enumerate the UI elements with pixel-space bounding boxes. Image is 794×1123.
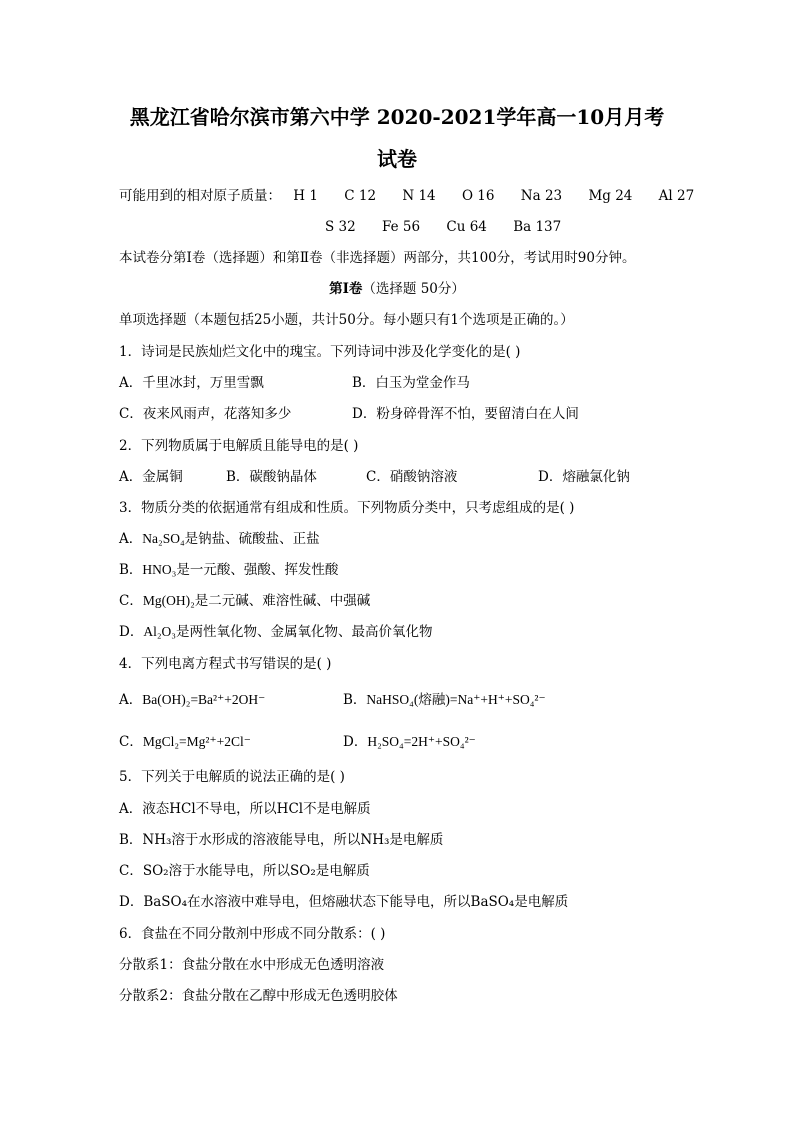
mass-item: C 12 [344,188,377,204]
mass-item: Cu 64 [446,219,487,235]
question-2-option-a: A．金属铜 [119,469,183,485]
option-label: A． [119,692,143,708]
mass-item: Al 27 [658,188,695,204]
exam-title-line1: 黑龙江省哈尔滨市第六中学 2020-2021学年高一10月月考 [129,105,665,129]
question-6-system-1: 分散系1：食盐分散在水中形成无色透明溶液 [119,957,385,973]
equation: Ba(OH)₂=Ba²⁺+2OH⁻ [142,692,266,707]
question-5-option-a: A．液态HCl不导电，所以HCl不是电解质 [119,801,371,817]
mass-item: Na 23 [520,188,563,204]
option-text: 是两性氧化物、金属氧化物、最高价氧化物 [176,624,433,640]
mass-item: H 1 [293,188,318,204]
equation: MgCl₂=Mg²⁺+2Cl⁻ [142,734,251,749]
mass-item: O 16 [461,188,495,204]
option-text: 是一元酸、强酸、挥发性酸 [176,562,339,578]
question-5-option-c: C．SO₂溶于水能导电，所以SO₂是电解质 [119,863,370,879]
question-4-option-c [119,732,251,752]
mass-item: N 14 [402,188,436,204]
question-2-option-b: B．碳酸钠晶体 [226,469,317,485]
option-text: 是二元碱、难溶性碱、中强碱 [194,593,371,609]
option-label: C． [119,734,143,750]
section-note: （选择题 50分） [362,281,465,297]
question-5-option-b: B．NH₃溶于水形成的溶液能导电，所以NH₃是电解质 [119,832,444,848]
question-2-option-c: C．硝酸钠溶液 [366,469,458,485]
exam-intro: 本试卷分第Ⅰ卷（选择题）和第Ⅱ卷（非选择题）两部分，共100分，考试用时90分钟。 [119,250,636,266]
atomic-masses-row1 [119,186,716,206]
exam-title-line2: 试卷 [377,147,417,171]
mass-item: Fe 56 [382,219,421,235]
question-1-option-d: D．粉身碎骨浑不怕，要留清白在人间 [352,406,579,422]
option-label: D． [343,734,368,750]
question-6-stem: 6．食盐在不同分散剂中形成不同分散系：( ) [119,926,386,942]
option-label: D． [119,624,144,640]
formula: Na₂SO₄ [142,531,185,546]
question-4-option-a [119,690,265,710]
atomic-masses-row2 [325,217,583,237]
equation: NaHSO₄(熔融)=Na⁺+H⁺+SO₄²⁻ [366,692,546,707]
formula: Al₂O₃ [143,624,176,639]
question-4-option-b [343,690,546,710]
option-label: B． [119,562,143,578]
option-text: 是钠盐、硫酸盐、正盐 [184,531,320,547]
question-4-stem: 4．下列电离方程式书写错误的是( ) [119,656,332,672]
section-title: 第Ⅰ卷 [329,281,363,297]
question-1-option-c: C．夜来风雨声，花落知多少 [119,406,292,422]
question-3-stem: 3．物质分类的依据通常有组成和性质。下列物质分类中，只考虑组成的是( ) [119,500,575,516]
option-label: C． [119,593,143,609]
question-3-option-d [119,622,433,642]
question-6-system-2: 分散系2：食盐分散在乙醇中形成无色透明胶体 [119,988,398,1004]
instructions: 单项选择题（本题包括25小题，共计50分。每小题只有1个选项是正确的。） [119,312,574,328]
mass-item: Ba 137 [513,219,562,235]
equation: H₂SO₄=2H⁺+SO₄²⁻ [367,734,476,749]
question-3-option-c [119,591,370,611]
question-1-stem: 1．诗词是民族灿烂文化中的瑰宝。下列诗词中涉及化学变化的是( ) [119,344,521,360]
formula: HNO₃ [142,562,177,577]
question-2-stem: 2．下列物质属于电解质且能导电的是( ) [119,438,359,454]
question-5-option-d: D．BaSO₄在水溶液中难导电，但熔融状态下能导电，所以BaSO₄是电解质 [119,894,569,910]
mass-item: S 32 [325,219,356,235]
option-label: B． [343,692,367,708]
question-1-option-b: B．白玉为堂金作马 [352,375,470,391]
masses-label: 可能用到的相对原子质量： [119,188,281,204]
section-heading [0,279,794,299]
question-5-stem: 5．下列关于电解质的说法正确的是( ) [119,769,345,785]
question-1-option-a: A．千里冰封，万里雪飘 [119,375,264,391]
question-3-option-b [119,560,338,580]
formula: Mg(OH)₂ [142,593,195,608]
option-label: A． [119,531,143,547]
question-3-option-a [119,529,320,549]
mass-item: Mg 24 [588,188,633,204]
question-4-option-d [343,732,476,752]
question-2-option-d: D．熔融氯化钠 [538,469,630,485]
